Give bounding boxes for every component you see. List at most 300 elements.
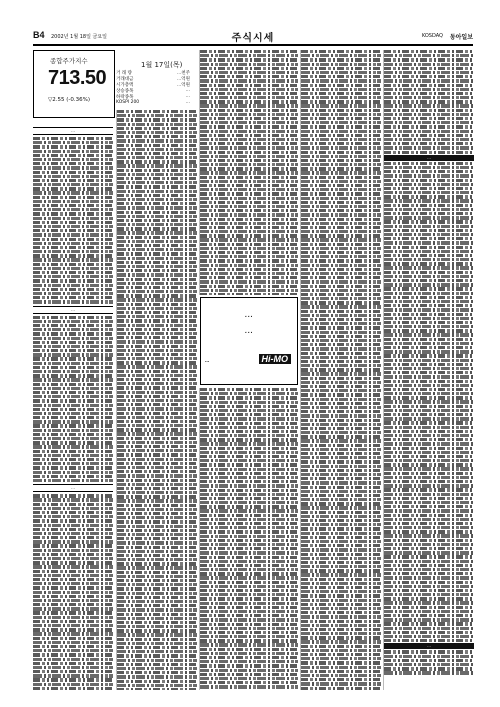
table-row [200,501,298,504]
table-row [117,474,197,477]
table-row [200,597,298,600]
table-row [384,117,474,120]
table-row [301,594,381,597]
table-row [301,670,381,673]
table-row [117,294,197,297]
table-row [301,649,381,652]
table-row [33,387,113,390]
table-row [301,305,381,308]
table-row [301,67,381,70]
table-row [301,423,381,426]
table-row [301,201,381,204]
table-row [301,88,381,91]
table-row [301,477,381,480]
table-row [200,543,298,546]
summary-row: 거 래 량 ...천주 [116,71,190,76]
table-row [33,628,113,631]
table-row [200,505,298,508]
table-row [384,622,474,625]
table-row [117,223,197,226]
table-row [301,465,381,468]
table-row [117,466,197,469]
table-row [117,625,197,628]
table-row [117,173,197,176]
table-row [301,515,381,518]
table-row [117,550,197,553]
table-row [33,162,113,165]
table-row [384,283,474,286]
table-row [384,329,474,332]
table-row [33,212,113,215]
table-row [301,582,381,585]
table-row [200,243,298,246]
table-row [117,198,197,201]
table-row [117,407,197,410]
table-row [384,434,474,437]
table-row [200,539,298,542]
table-row [301,553,381,556]
table-row [33,437,113,440]
table-row [301,590,381,593]
table-row [33,154,113,157]
table-row [33,337,113,340]
table-row [117,479,197,482]
table-row [33,292,113,295]
table-row [384,342,474,345]
table-row [301,92,381,95]
table-row [301,632,381,635]
table-row [384,254,474,257]
table-row [33,171,113,174]
table-row [200,614,298,617]
table-row [301,603,381,606]
stock-rows [384,650,474,674]
table-row [384,505,474,508]
table-row [200,197,298,200]
table-row [384,388,474,391]
table-row [117,504,197,507]
table-row [33,383,113,386]
table-row [384,526,474,529]
table-row [33,420,113,423]
ad-headline-1: ... [244,310,254,320]
table-row [117,114,197,117]
table-row [200,426,298,429]
table-row [301,264,381,267]
table-row [384,392,474,395]
table-row [117,579,197,582]
table-row [301,188,381,191]
table-row [33,225,113,228]
table-row [200,673,298,676]
table-row [200,238,298,241]
table-row [117,244,197,247]
stock-rows [33,137,113,304]
table-row [200,442,298,445]
table-row [117,148,197,151]
table-row [384,125,474,128]
table-row [200,468,298,471]
table-row [301,544,381,547]
stock-column-2 [116,110,197,690]
table-row [200,690,298,691]
table-row [117,642,197,645]
table-row [33,275,113,278]
stock-rows [33,494,113,690]
table-row [384,447,474,450]
table-row [200,530,298,533]
table-row [384,325,474,328]
table-row [384,338,474,341]
table-row [301,661,381,664]
table-row [301,167,381,170]
table-row [384,262,474,265]
table-row [117,399,197,402]
table-row [33,494,113,497]
table-row [301,117,381,120]
table-row [384,610,474,613]
table-row [200,681,298,684]
table-row [384,170,474,173]
table-row [301,205,381,208]
table-row [384,463,474,466]
table-row [117,357,197,360]
table-row [200,514,298,517]
table-row [200,171,298,174]
table-row [200,125,298,128]
table-row [301,389,381,392]
table-row [384,146,474,149]
table-row [33,586,113,589]
table-row [33,258,113,261]
table-row [384,71,474,74]
table-row [117,684,197,687]
table-row [301,176,381,179]
table-row [384,618,474,621]
table-row [384,204,474,207]
table-row [200,75,298,78]
table-row [301,197,381,200]
trading-day: 1월 17일(목) [141,61,183,69]
table-row [33,666,113,669]
table-row [200,88,298,91]
summary-row: 거래대금 ...억원 [116,77,190,82]
table-row [200,272,298,275]
table-row [33,471,113,474]
table-row [384,551,474,554]
table-row [384,472,474,475]
table-row [301,184,381,187]
table-row [33,137,113,140]
table-row [384,547,474,550]
table-row [33,391,113,394]
table-row [384,375,474,378]
table-row [117,160,197,163]
table-row [301,473,381,476]
table-row [384,246,474,249]
table-row [384,187,474,190]
table-row [117,169,197,172]
table-row [117,319,197,322]
table-row [117,139,197,142]
table-row [117,361,197,364]
table-row [33,416,113,419]
table-row [384,183,474,186]
table-row [384,58,474,61]
table-row [200,96,298,99]
table-row [117,512,197,515]
table-row [117,525,197,528]
table-row [117,646,197,649]
table-row [200,184,298,187]
section-header: ... [33,484,113,492]
table-row [117,386,197,389]
table-row [200,251,298,254]
table-row [384,162,474,165]
table-row [200,192,298,195]
table-row [301,398,381,401]
table-row [33,221,113,224]
table-row [384,568,474,571]
table-row [200,606,298,609]
table-row [301,364,381,367]
table-row [33,620,113,623]
table-row [301,243,381,246]
table-row [117,240,197,243]
table-row [301,393,381,396]
table-row [33,458,113,461]
table-row [33,424,113,427]
table-row [301,218,381,221]
table-row [200,422,298,425]
table-row [200,209,298,212]
table-row [301,268,381,271]
table-row [200,213,298,216]
table-row [33,519,113,522]
table-row [33,166,113,169]
table-row [384,130,474,133]
table-row [384,421,474,424]
table-row [384,241,474,244]
table-row [200,480,298,483]
table-row [117,202,197,205]
table-row [384,396,474,399]
table-row [117,520,197,523]
table-row [384,635,474,638]
table-row [33,141,113,144]
table-row [33,582,113,585]
table-row [33,332,113,335]
table-row [301,100,381,103]
table-row [200,556,298,559]
index-change: ▽2.55 (-0.36%) [48,97,90,103]
table-row [384,287,474,290]
table-row [384,589,474,592]
table-row [200,409,298,412]
table-row [384,121,474,124]
table-row [33,503,113,506]
stock-rows [33,316,113,483]
table-row [384,304,474,307]
table-row [117,541,197,544]
stock-column-4 [300,50,381,690]
table-row [33,175,113,178]
table-row [33,445,113,448]
table-row [117,575,197,578]
table-row [33,658,113,661]
table-row [117,231,197,234]
page-title: 주식시세 [231,33,275,44]
table-row [200,388,298,391]
table-row [301,540,381,543]
table-row [33,357,113,360]
table-row [301,636,381,639]
table-row [301,180,381,183]
table-row [301,687,381,690]
table-row [117,311,197,314]
table-row [384,199,474,202]
table-row [117,437,197,440]
table-row [200,138,298,141]
table-row [117,596,197,599]
table-row [301,368,381,371]
table-row [200,417,298,420]
table-row [301,532,381,535]
table-row [384,493,474,496]
table-row [33,475,113,478]
table-row [33,524,113,527]
table-row [384,96,474,99]
table-row [301,352,381,355]
stock-rows [384,162,474,643]
table-row [384,555,474,558]
table-row [384,576,474,579]
table-row [33,150,113,153]
stock-column-3-bottom [199,388,298,690]
table-row [117,663,197,666]
table-row [200,455,298,458]
table-row [384,597,474,600]
table-row [384,109,474,112]
table-row [117,378,197,381]
table-row [33,217,113,220]
table-row [33,145,113,148]
table-row [384,212,474,215]
table-row [301,171,381,174]
stock-rows [384,50,474,154]
table-row [117,286,197,289]
table-row [117,529,197,532]
table-row [384,88,474,91]
table-row [200,117,298,120]
table-row [200,121,298,124]
table-row [301,377,381,380]
table-row [384,233,474,236]
table-row [117,416,197,419]
table-row [200,509,298,512]
table-row [301,385,381,388]
section-header-dark: ... [384,643,474,649]
table-row [117,654,197,657]
table-row [301,280,381,283]
table-row [33,246,113,249]
table-row [33,271,113,274]
table-row [301,159,381,162]
table-row [200,63,298,66]
table-row [33,341,113,344]
table-row [117,315,197,318]
table-row [301,448,381,451]
table-row [117,424,197,427]
table-row [117,219,197,222]
table-row [33,687,113,690]
table-row [301,255,381,258]
table-row [117,324,197,327]
table-row [117,328,197,331]
table-row [301,347,381,350]
table-row [200,648,298,651]
table-row [301,213,381,216]
table-row [117,395,197,398]
table-row [384,354,474,357]
table-row [384,216,474,219]
table-row [33,370,113,373]
table-row [200,264,298,267]
table-row [117,667,197,670]
table-row [200,280,298,283]
table-row [384,384,474,387]
table-row [301,134,381,137]
table-row [384,54,474,57]
table-row [200,222,298,225]
table-row [200,234,298,237]
table-row [33,511,113,514]
table-row [33,362,113,365]
table-row [384,543,474,546]
table-row [200,268,298,271]
table-row [384,195,474,198]
table-row [384,279,474,282]
table-row [384,459,474,462]
table-row [200,589,298,592]
table-row [117,650,197,653]
table-row [33,670,113,673]
table-row [301,402,381,405]
table-row [301,343,381,346]
table-row [200,564,298,567]
table-row [301,54,381,57]
table-row [33,498,113,501]
table-row [117,332,197,335]
table-row [384,572,474,575]
table-row [200,585,298,588]
table-row [33,191,113,194]
table-row [200,205,298,208]
table-row [384,92,474,95]
table-row [301,63,381,66]
table-row [384,371,474,374]
table-row [384,313,474,316]
table-row [301,104,381,107]
table-row [301,607,381,610]
table-row [301,326,381,329]
table-row [117,587,197,590]
table-row [33,532,113,535]
table-row [384,317,474,320]
table-row [117,252,197,255]
table-row [301,611,381,614]
table-row [117,278,197,281]
